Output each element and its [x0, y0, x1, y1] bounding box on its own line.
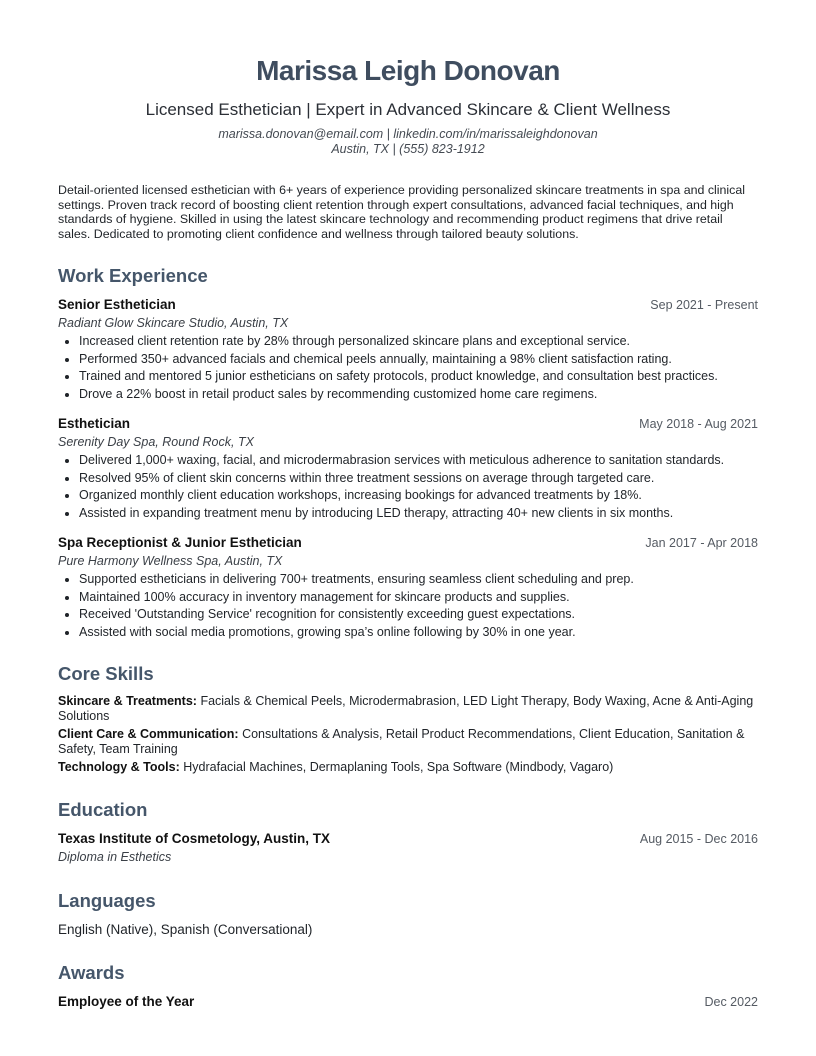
- list-item: • Received 'Outstanding Service' recognition for consistently exceeding guest expectations.: [79, 607, 758, 622]
- list-item: • Maintained 100% accuracy in inventory management for skincare products and supplies.: [79, 590, 758, 605]
- job-entry: [58, 534, 758, 639]
- section-title-languages: Languages: [58, 889, 156, 911]
- section-title-skills: Core Skills: [58, 663, 154, 685]
- list-item: • Assisted with social media promotions, growing spa’s online following by 30% in one year.: [79, 625, 758, 640]
- list-item: • Drove a 22% boost in retail product sales by recommending customized home care regimens.: [79, 387, 758, 402]
- job-entry: [58, 415, 758, 520]
- award-date: Dec 2022: [704, 994, 758, 1009]
- list-item: • Performed 350+ advanced facials and chemical peels annually, maintaining a 98% client satisfaction rating.: [79, 352, 758, 367]
- list-item: • Supported estheticians in delivering 700+ treatments, ensuring seamless client scheduling and prep.: [79, 572, 758, 587]
- education-date: Aug 2015 - Dec 2016: [639, 831, 758, 846]
- contact-info: [58, 127, 758, 157]
- job-company: Radiant Glow Skincare Studio, Austin, TX: [58, 316, 289, 331]
- summary: Detail-oriented licensed esthetician with 6+ years of experience providing personalized skincare treatments in spa and clinical settings. Proven track record of boosting client retention through expert consultations, advanced facial techniques, and high standards of hygiene. Skilled in using the latest skincare technology and recommending product regimens that drive retail sales. Dedicated to promoting client confidence and wellness through tailored beauty solutions.: [58, 183, 746, 241]
- job-role: Esthetician: [58, 416, 131, 432]
- award-name: Employee of the Year: [58, 993, 195, 1009]
- skill-row: [58, 760, 758, 775]
- skill-row: [58, 694, 758, 723]
- list-item: • Increased client retention rate by 28% through personalized skincare plans and exceptional service.: [79, 334, 758, 349]
- contact-line-location-phone: Austin, TX | (555) 823-1912: [331, 142, 485, 156]
- section-title-experience: Work Experience: [58, 265, 208, 287]
- section-title-education: Education: [58, 798, 148, 820]
- job-bullets: [58, 334, 758, 401]
- skill-value: Hydrafacial Machines, Dermaplaning Tools, Spa Software (Mindbody, Vagaro): [183, 760, 614, 775]
- section-title-awards: Awards: [58, 961, 125, 983]
- contact-line-email-linkedin[interactable]: marissa.donovan@email.com | linkedin.com/in/marissaleighdonovan: [218, 127, 598, 141]
- job-company: Pure Harmony Wellness Spa, Austin, TX: [58, 554, 283, 569]
- skill-label: Technology & Tools:: [58, 760, 180, 775]
- job-date: Jan 2017 - Apr 2018: [645, 536, 758, 551]
- list-item: • Resolved 95% of client skin concerns within three treatment sessions on average through targeted care.: [79, 471, 758, 486]
- job-role: Senior Esthetician: [58, 297, 176, 313]
- job-entry: [58, 296, 758, 401]
- job-bullets: [58, 453, 758, 520]
- list-item: • Delivered 1,000+ waxing, facial, and microdermabrasion services with meticulous adherence to sanitation standards.: [79, 453, 758, 468]
- job-role: Spa Receptionist & Junior Esthetician: [58, 535, 302, 551]
- job-date: Sep 2021 - Present: [650, 298, 758, 313]
- education-school: Texas Institute of Cosmetology, Austin, TX: [58, 830, 331, 846]
- skill-label: Skincare & Treatments:: [58, 694, 197, 709]
- job-bullets: [58, 572, 758, 639]
- skill-label: Client Care & Communication:: [58, 727, 239, 742]
- skill-value: Facials & Chemical Peels, Microdermabrasion, LED Light Therapy, Body Waxing, Acne & Anti-Aging Solutions: [58, 694, 754, 723]
- list-item: • Assisted in expanding treatment menu by introducing LED therapy, attracting 40+ new clients in six months.: [79, 506, 758, 521]
- candidate-name: Marissa Leigh Donovan: [256, 55, 560, 86]
- list-item: • Organized monthly client education workshops, increasing bookings for advanced treatments by 18%.: [79, 488, 758, 503]
- job-date: May 2018 - Aug 2021: [639, 417, 758, 432]
- languages-text: English (Native), Spanish (Conversational): [58, 921, 313, 937]
- education-degree: Diploma in Esthetics: [58, 849, 172, 864]
- job-company: Serenity Day Spa, Round Rock, TX: [58, 435, 254, 450]
- skill-row: [58, 727, 758, 756]
- headline: Licensed Esthetician | Expert in Advanced Skincare & Client Wellness: [145, 100, 671, 119]
- list-item: • Trained and mentored 5 junior estheticians on safety protocols, product knowledge, and consultation best practices.: [79, 369, 758, 384]
- skill-value: Consultations & Analysis, Retail Product Recommendations, Client Education, Sanitation & Safety, Team Training: [58, 727, 745, 756]
